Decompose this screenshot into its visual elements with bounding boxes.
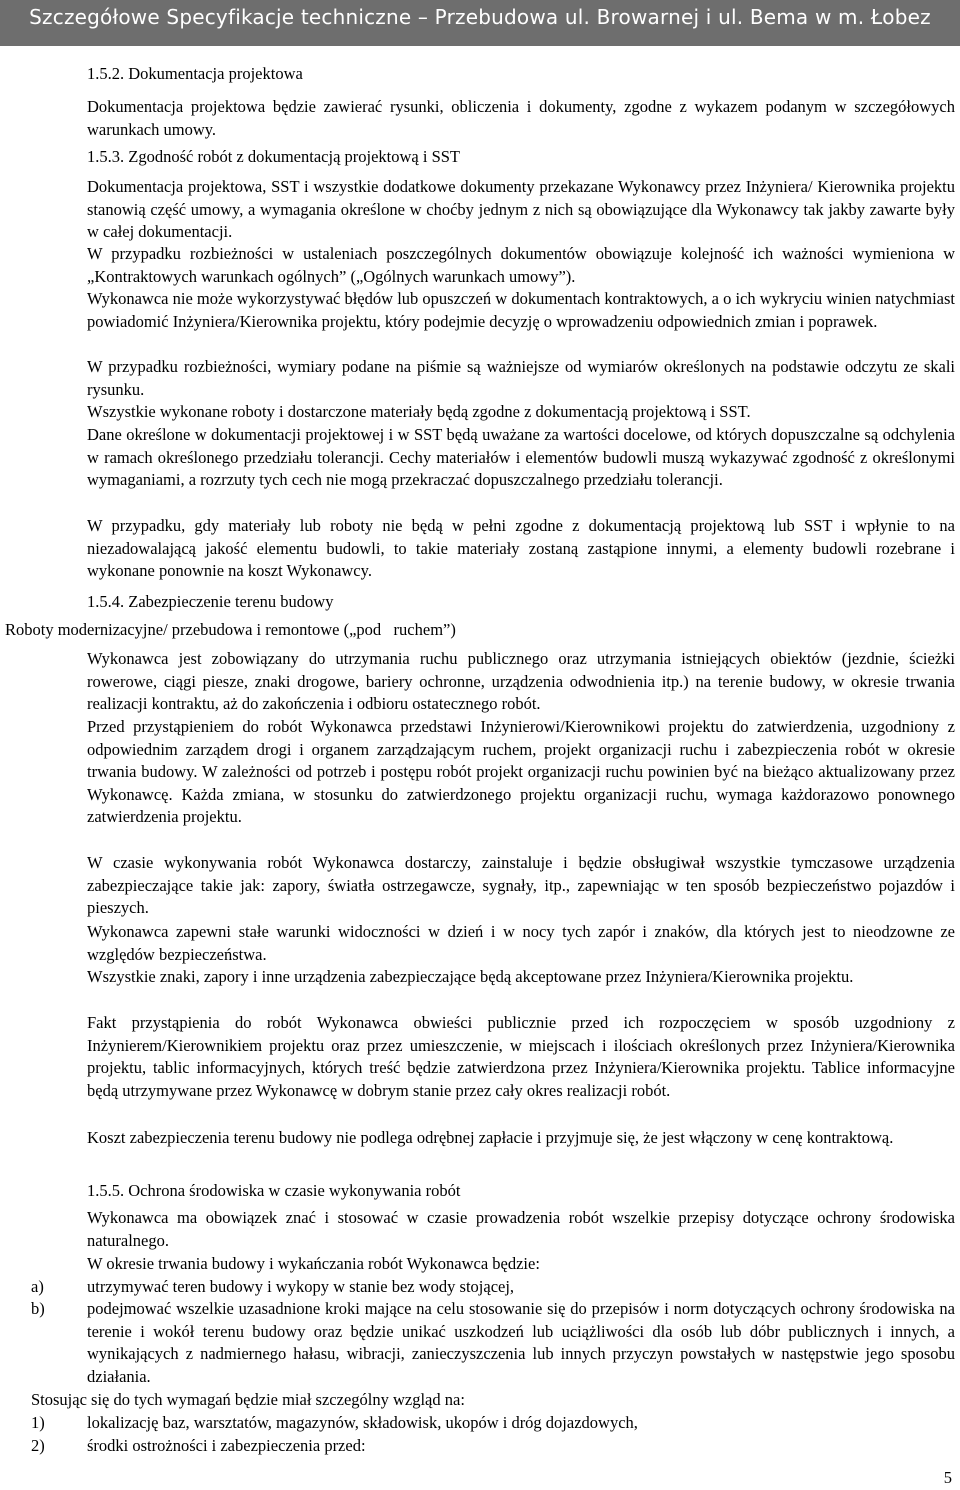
list-marker-a: a) (31, 1277, 44, 1296)
list-marker-b: b) (31, 1299, 45, 1318)
section-1-5-3-paragraph-2: W przypadku rozbieżności w ustaleniach poszczególnych dokumentów obowiązuje kolejność ich ważności wymieniona w „Kontraktowych warunkach ogólnych” („Ogólnych warunkach umowy”). (87, 244, 955, 286)
section-1-5-4-paragraph-1: Wykonawca jest zobowiązany do utrzymania ruchu publicznego oraz utrzymania istniejących obiektów (jezdnie, ścieżki rowerowe, ciągi piesze, znaki drogowe, bariery ochronne, urządzenia odwodnienia itp.) na terenie budowy, w okresie trwania realizacji kontraktu, aż do zakończenia i odbioru ostatecznego robót. (87, 649, 955, 714)
section-1-5-4-paragraph-6: Fakt przystąpienia do robót Wykonawca obwieści publicznie przed ich rozpoczęciem w sposób uzgodniony z Inżynierem/Kierownikiem projektu oraz przez umieszczenie, w miejscach i ilościach określonych przez Inżyniera/Kierownika projektu, tablic informacyjnych, których treść będzie zatwierdzona przez Inżyniera/Kierownika projektu. Tablice informacyjne będą utrzymywane przez Wykonawcę w dobrym stanie przez cały okres realizacji robót. (87, 1013, 955, 1100)
list-marker-1: 1) (31, 1413, 45, 1432)
section-1-5-4-paragraph-2: Przed przystąpieniem do robót Wykonawca przedstawi Inżynierowi/Kierownikowi projektu do zatwierdzenia, uzgodniony z odpowiednim zarządem drogi i organem zarządzającym ruchem, projekt organizacji ruchu i zabezpieczenia robót w okresie trwania budowy. W zależności od potrzeb i postępu robót projekt organizacji ruchu powinien być na bieżąco aktualizowany przez Wykonawcę. Każda zmiana, w stosunku do zatwierdzonego projektu organizacji ruchu, wymaga każdorazowo ponownego zatwierdzenia projektu. (87, 717, 955, 827)
section-1-5-3-paragraph-6: Dane określone w dokumentacji projektowej i w SST będą uważane za wartości docelowe, od których dopuszczalne są odchylenia w ramach określonego przedziału tolerancji. Cechy materiałów i elementów budowli muszą wykazywać zgodność z określonymi wymaganiami, a rozrzuty tych cech nie mogą przekraczać dopuszczalnego przedziału tolerancji. (87, 425, 955, 490)
section-1-5-4-paragraph-7: Koszt zabezpieczenia terenu budowy nie podlega odrębnej zapłacie i przyjmuje się, że jest włączony w cenę kontraktową. (87, 1128, 894, 1147)
section-1-5-3-paragraph-1: Dokumentacja projektowa, SST i wszystkie dodatkowe dokumenty przekazane Wykonawcy przez Inżyniera/ Kierownika projektu stanowią część umowy, a wymagania określone w choćby jednym z nich są obowiązujące dla Wykonawcy tak jakby zawarte były w całej dokumentacji. (87, 177, 955, 242)
running-header (0, 0, 960, 46)
section-1-5-4-heading: 1.5.4. Zabezpieczenie terenu budowy (87, 592, 334, 611)
section-1-5-3-paragraph-7: W przypadku, gdy materiały lub roboty nie będą w pełni zgodne z dokumentacją projektową lub SST i wpłynie to na niezadowalającą jakość elementu budowli, to takie materiały zostaną zastąpione innymi, a elementy budowli rozebrane i wykonane ponownie na koszt Wykonawcy. (87, 516, 955, 581)
list-item-2: środki ostrożności i zabezpieczenia przed: (87, 1436, 366, 1455)
section-1-5-5-paragraph-3: Stosując się do tych wymagań będzie miał szczególny wzgląd na: (31, 1390, 465, 1409)
section-1-5-3-paragraph-4: W przypadku rozbieżności, wymiary podane na piśmie są ważniejsze od wymiarów określonych na podstawie odczytu ze skali rysunku. (87, 357, 955, 399)
list-item-b: podejmować wszelkie uzasadnione kroki mające na celu stosowanie się do przepisów i norm dotyczących ochrony środowiska na terenie i wokół terenu budowy oraz będzie unikać uszkodzeń lub uciążliwości dla osób lub dóbr publicznych i innych, a wynikających z nadmiernego hałasu, wibracji, zanieczyszczenia lub innych przyczyn powstałych w następstwie jego sposobu działania. (87, 1299, 955, 1386)
section-1-5-2-paragraph: Dokumentacja projektowa będzie zawierać rysunki, obliczenia i dokumenty, zgodne z wykazem podanym w szczegółowych warunkach umowy. (87, 97, 955, 139)
section-1-5-5-heading: 1.5.5. Ochrona środowiska w czasie wykonywania robót (87, 1181, 461, 1200)
section-1-5-3-heading: 1.5.3. Zgodność robót z dokumentacją projektową i SST (87, 147, 461, 166)
section-1-5-4-paragraph-4: Wykonawca zapewni stałe warunki widoczności w dzień i w nocy tych zapór i znaków, dla których jest to nieodzowne ze względów bezpieczeństwa. (87, 922, 955, 964)
section-1-5-5-paragraph-1: Wykonawca ma obowiązek znać i stosować w czasie prowadzenia robót wszelkie przepisy dotyczące ochrony środowiska naturalnego. (87, 1208, 955, 1250)
header-title: Szczegółowe Specyfikacje techniczne – Przebudowa ul. Browarnej i ul. Bema w m. Łobez (29, 5, 931, 29)
section-1-5-3-paragraph-5: Wszystkie wykonane roboty i dostarczone materiały będą zgodne z dokumentacją projektową i SST. (87, 402, 751, 421)
section-1-5-4-paragraph-5: Wszystkie znaki, zapory i inne urządzenia zabezpieczające będą akceptowane przez Inżyniera/Kierownika projektu. (87, 967, 854, 986)
section-1-5-5-paragraph-2: W okresie trwania budowy i wykańczania robót Wykonawca będzie: (87, 1254, 540, 1273)
page-number: 5 (943, 1468, 952, 1487)
list-item-a: utrzymywać teren budowy i wykopy w stanie bez wody stojącej, (87, 1277, 515, 1296)
section-1-5-4-subheading: Roboty modernizacyjne/ przebudowa i remontowe („pod ruchem”) (5, 620, 456, 639)
section-1-5-3-paragraph-3: Wykonawca nie może wykorzystywać błędów lub opuszczeń w dokumentach kontraktowych, a o ich wykryciu winien natychmiast powiadomić Inżyniera/Kierownika projektu, który podejmie decyzję o wprowadzeniu odpowiednich zmian i poprawek. (87, 289, 955, 331)
section-1-5-4-paragraph-3: W czasie wykonywania robót Wykonawca dostarczy, zainstaluje i będzie obsługiwał wszystkie tymczasowe urządzenia zabezpieczające takie jak: zapory, światła ostrzegawcze, sygnały, itp., zapewniając w ten sposób bezpieczeństwo pojazdów i pieszych. (87, 853, 955, 918)
section-1-5-2-heading: 1.5.2. Dokumentacja projektowa (87, 64, 303, 83)
list-marker-2: 2) (31, 1436, 45, 1455)
list-item-1: lokalizację baz, warsztatów, magazynów, składowisk, ukopów i dróg dojazdowych, (87, 1413, 638, 1432)
